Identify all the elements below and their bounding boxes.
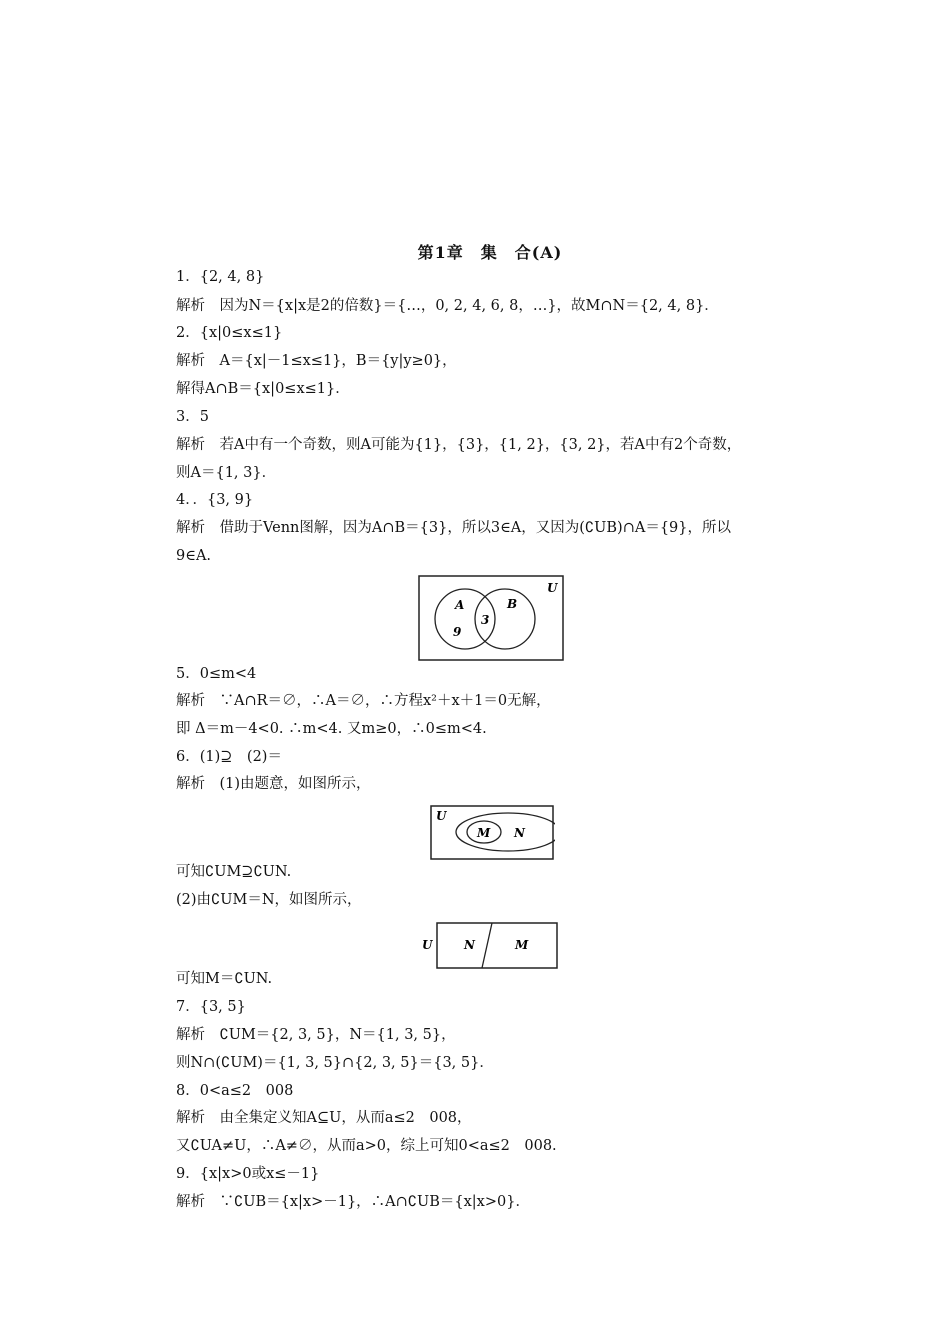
venn1-value-only-a: 9 — [453, 625, 462, 639]
answer-8: 8．0<a≤2 008 — [176, 1083, 294, 1099]
analysis-6-part1: 解析 (1)由题意，如图所示， — [176, 776, 371, 792]
venn1-label-a: A — [455, 598, 465, 612]
analysis-3: 解析 若A中有一个奇数，则A可能为{1}，{3}，{1, 2}，{3, 2}，若A中有2个奇数， — [176, 437, 742, 453]
venn3-label-n: N — [464, 938, 475, 952]
answer-5: 5．0≤m<4 — [176, 666, 257, 682]
analysis-8-cont: 又∁UA≠U，∴A≠∅，从而a>0，综上可知0<a≤2 008. — [176, 1138, 557, 1154]
analysis-6-conclusion2: 可知M＝∁UN. — [176, 971, 273, 987]
analysis-4-cont: 9∈A. — [176, 548, 212, 564]
analysis-6-conclusion1: 可知∁UM⊇∁UN. — [176, 864, 292, 880]
venn1-label-u: U — [547, 581, 558, 595]
venn1-value-intersection: 3 — [481, 613, 490, 627]
answer-6: 6．(1)⊇ (2)＝ — [176, 749, 282, 765]
analysis-7: 解析 ∁UM＝{2, 3, 5}，N＝{1, 3, 5}， — [176, 1027, 456, 1043]
venn3-label-u: U — [422, 938, 433, 952]
analysis-4: 解析 借助于Venn图解，因为A∩B＝{3}，所以3∈A，又因为(∁UB)∩A＝{9}，所以 — [176, 520, 731, 536]
answer-2: 2．{x|0≤x≤1} — [176, 325, 283, 341]
venn2-label-m: M — [477, 826, 491, 840]
analysis-6-part2: (2)由∁UM＝N，如图所示， — [176, 892, 362, 908]
answer-9: 9．{x|x>0或x≤－1} — [176, 1166, 320, 1182]
analysis-5: 解析 ∵A∩R＝∅，∴A＝∅，∴方程x²＋x＋1＝0无解， — [176, 693, 551, 709]
analysis-5-cont: 即 Δ＝m－4<0. ∴m<4. 又m≥0，∴0≤m<4. — [176, 721, 487, 737]
venn3-label-m: M — [515, 938, 529, 952]
answer-7: 7．{3, 5} — [176, 999, 246, 1015]
analysis-7-cont: 则N∩(∁UM)＝{1, 3, 5}∩{2, 3, 5}＝{3, 5}． — [176, 1055, 494, 1071]
venn2-label-n: N — [514, 826, 525, 840]
venn-diagram-1 — [418, 575, 565, 662]
analysis-2: 解析 A＝{x|－1≤x≤1}，B＝{y|y≥0}， — [176, 353, 457, 369]
venn2-label-u: U — [436, 809, 447, 823]
venn-diagram-2 — [430, 805, 555, 861]
analysis-8: 解析 由全集定义知A⊆U，从而a≤2 008， — [176, 1110, 472, 1126]
page-title: 第1章 集 合(A) — [417, 243, 563, 262]
analysis-2-cont: 解得A∩B＝{x|0≤x≤1}． — [176, 381, 350, 397]
answer-3: 3．5 — [176, 409, 209, 425]
venn1-label-b: B — [507, 597, 518, 611]
analysis-3-cont: 则A＝{1, 3}． — [176, 465, 277, 481]
answer-1: 1．{2, 4, 8} — [176, 269, 265, 285]
venn-diagram-3 — [420, 921, 560, 971]
analysis-9: 解析 ∵∁UB＝{x|x>－1}，∴A∩∁UB＝{x|x>0}． — [176, 1194, 530, 1210]
analysis-1: 解析 因为N＝{x|x是2的倍数}＝{…，0, 2, 4, 6, 8，…}，故M∩N＝{2, 4, 8}． — [176, 298, 719, 314]
answer-4: 4．．{3, 9} — [176, 492, 254, 508]
